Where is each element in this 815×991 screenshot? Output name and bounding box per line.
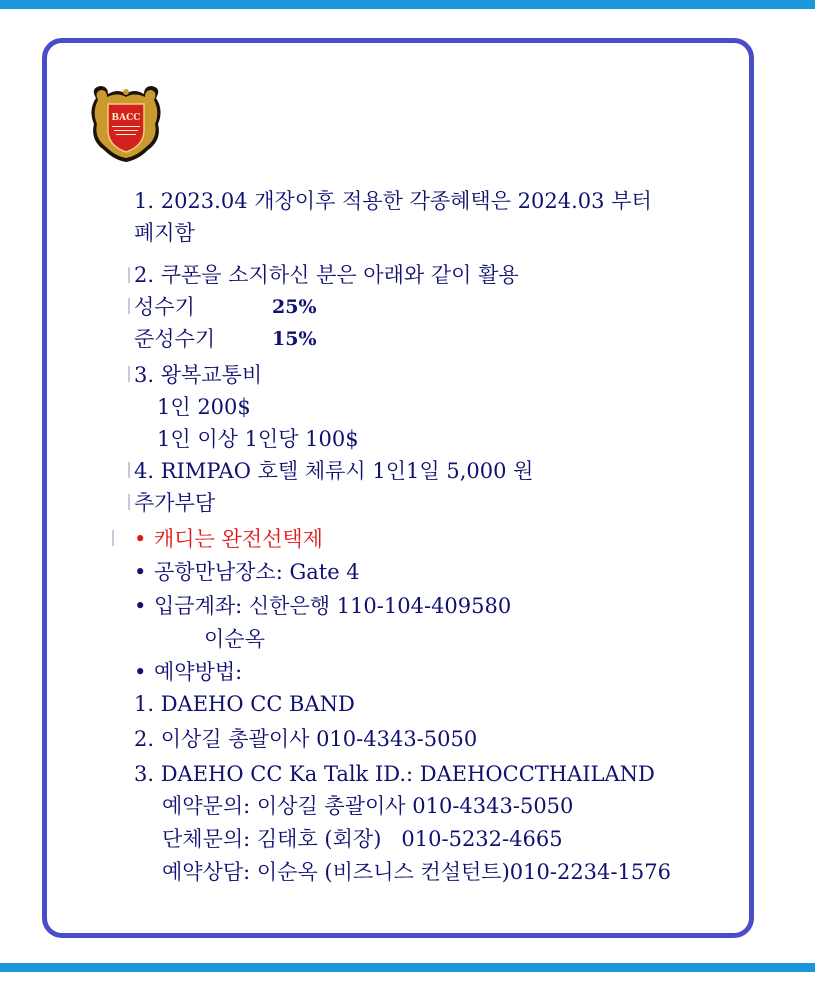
bullet-dot-icon: • xyxy=(134,660,147,684)
transport-multi-person: 1인 이상 1인당 100$ xyxy=(157,427,359,451)
bullet-dot-icon: • xyxy=(134,560,147,584)
contact-consult: 예약상담: 이순옥 (비즈니스 컨설턴트)010-2234-1576 xyxy=(162,860,671,884)
margin-mark xyxy=(128,298,130,314)
margin-mark xyxy=(128,494,130,510)
bullet-caddie xyxy=(134,525,323,553)
bullet-meeting xyxy=(134,558,360,586)
bottom-border-bar xyxy=(0,963,815,972)
bullet-dot-icon: • xyxy=(134,527,147,551)
peak-season-label: 성수기 xyxy=(134,295,195,319)
contact-group: 단체문의: 김태호 (회장) 010-5232-4665 xyxy=(162,827,563,851)
bullet-account xyxy=(134,592,511,620)
account-holder: 이순옥 xyxy=(204,627,265,651)
notice-item-3-title: 3. 왕복교통비 xyxy=(134,363,263,387)
booking-method-1: 1. DAEHO CC BAND xyxy=(134,692,355,716)
bacc-logo xyxy=(88,84,164,164)
margin-mark xyxy=(128,462,130,478)
peak-season-value: 25% xyxy=(272,296,317,318)
booking-method-3: 3. DAEHO CC Ka Talk ID.: DAEHOCCTHAILAND xyxy=(134,762,655,786)
notice-item-1-line-1: 1. 2023.04 개장이후 적용한 각종혜택은 2024.03 부터 xyxy=(134,189,652,213)
bullet-dot-icon: • xyxy=(134,594,147,618)
account-text: 입금계좌: 신한은행 110-104-409580 xyxy=(154,594,512,618)
notice-item-2-title: 2. 쿠폰을 소지하신 분은 아래와 같이 활용 xyxy=(134,263,519,287)
notice-item-1-line-2: 폐지함 xyxy=(134,221,195,245)
margin-mark xyxy=(128,267,130,283)
semi-peak-season-label: 준성수기 xyxy=(134,327,216,351)
contact-reservation: 예약문의: 이상길 총괄이사 010-4343-5050 xyxy=(162,794,574,818)
caddie-text: 캐디는 완전선택제 xyxy=(154,527,323,551)
booking-method-2: 2. 이상길 총괄이사 010-4343-5050 xyxy=(134,727,478,751)
top-border-bar xyxy=(0,0,815,9)
margin-mark xyxy=(128,366,130,382)
meeting-text: 공항만남장소: Gate 4 xyxy=(154,560,360,584)
logo-text: BACC xyxy=(111,113,141,123)
margin-mark xyxy=(112,530,114,546)
semi-peak-season-value: 15% xyxy=(272,328,317,350)
bullet-booking xyxy=(134,658,242,686)
transport-one-person: 1인 200$ xyxy=(157,395,251,419)
notice-item-4-line-2: 추가부담 xyxy=(134,491,216,515)
notice-item-4-line-1: 4. RIMPAO 호텔 체류시 1인1일 5,000 원 xyxy=(134,459,534,483)
booking-text: 예약방법: xyxy=(154,660,243,684)
